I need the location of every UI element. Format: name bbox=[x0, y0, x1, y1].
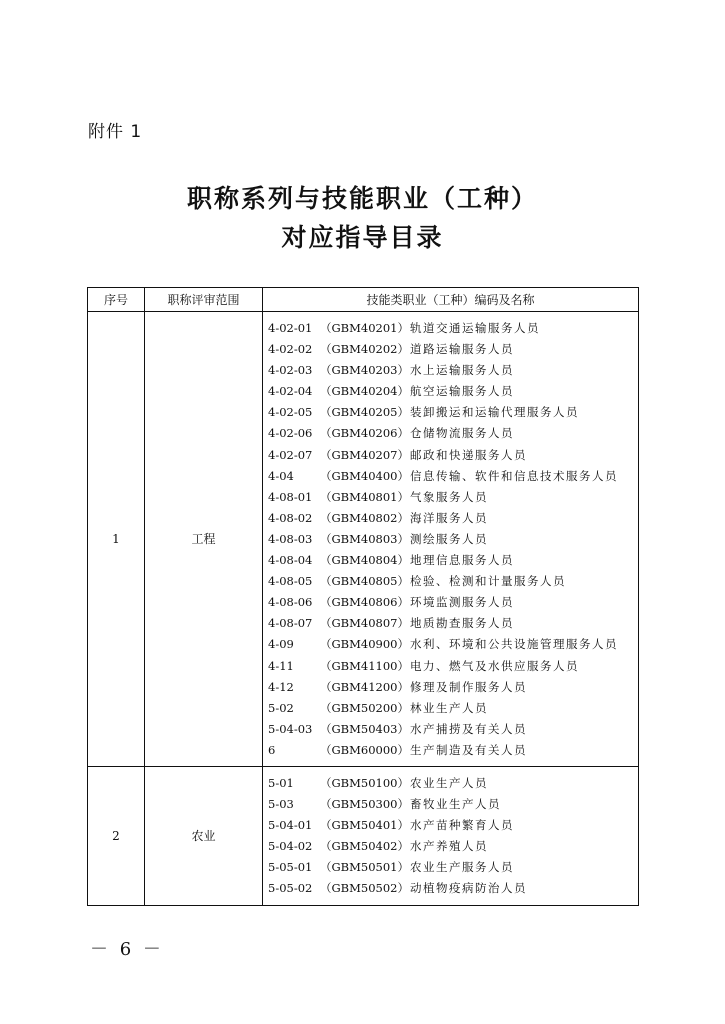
occupation-code: 4-04 bbox=[268, 468, 294, 483]
occupation-gbm-code: （GBM40802） bbox=[320, 510, 409, 525]
occupation-name: 地质勘查服务人员 bbox=[410, 616, 514, 631]
occupation-name: 农业生产服务人员 bbox=[410, 860, 514, 875]
occupation-code: 5-05-02 bbox=[268, 881, 313, 896]
occupation-gbm-code: （GBM40204） bbox=[320, 384, 409, 399]
occupation-code: 5-04-02 bbox=[268, 839, 313, 854]
occupation-code: 4-08-04 bbox=[268, 553, 313, 568]
occupation-name: 水产养殖人员 bbox=[410, 839, 488, 854]
occupation-gbm-code: （GBM40900） bbox=[320, 637, 409, 652]
occupation-gbm-code: （GBM40205） bbox=[320, 405, 409, 420]
occupation-item bbox=[268, 487, 638, 508]
occupation-item bbox=[268, 773, 638, 794]
occupation-code: 4-12 bbox=[268, 679, 294, 694]
occupation-code: 4-08-05 bbox=[268, 574, 313, 589]
occupation-gbm-code: （GBM60000） bbox=[320, 742, 409, 757]
occupation-name: 气象服务人员 bbox=[410, 489, 488, 504]
occupation-item bbox=[268, 656, 638, 677]
occupation-gbm-code: （GBM40206） bbox=[320, 426, 409, 441]
occupation-code: 4-08-07 bbox=[268, 616, 313, 631]
occupation-code: 6 bbox=[268, 742, 276, 757]
occupation-item bbox=[268, 318, 638, 339]
occupation-gbm-code: （GBM50200） bbox=[320, 700, 409, 715]
occupation-item bbox=[268, 634, 638, 655]
occupation-gbm-code: （GBM50502） bbox=[320, 881, 409, 896]
occupation-name: 电力、燃气及水供应服务人员 bbox=[410, 658, 579, 673]
occupation-code: 5-05-01 bbox=[268, 860, 313, 875]
occupation-gbm-code: （GBM40400） bbox=[320, 468, 409, 483]
occupation-code: 4-08-06 bbox=[268, 595, 313, 610]
occupation-code: 4-02-04 bbox=[268, 384, 313, 399]
document-title-line-2: 对应指导目录 bbox=[281, 223, 444, 252]
annex-label: 附件 1 bbox=[88, 122, 143, 142]
occupation-name: 仓储物流服务人员 bbox=[410, 426, 514, 441]
header-seq: 序号 bbox=[88, 288, 145, 312]
occupation-code: 5-04-01 bbox=[268, 818, 313, 833]
row-occupations bbox=[263, 312, 639, 767]
occupation-item bbox=[268, 550, 638, 571]
occupation-item bbox=[268, 857, 638, 878]
occupation-name: 动植物疫病防治人员 bbox=[410, 881, 527, 896]
occupation-gbm-code: （GBM50300） bbox=[320, 797, 409, 812]
occupation-gbm-code: （GBM50501） bbox=[320, 860, 409, 875]
occupation-name: 水产苗种繁育人员 bbox=[410, 818, 514, 833]
occupation-name: 水利、环境和公共设施管理服务人员 bbox=[410, 637, 618, 652]
occupation-name: 修理及制作服务人员 bbox=[410, 679, 527, 694]
table-row bbox=[88, 766, 639, 905]
occupation-item bbox=[268, 466, 638, 487]
occupation-name: 邮政和快递服务人员 bbox=[410, 447, 527, 462]
occupation-code: 4-02-05 bbox=[268, 405, 313, 420]
occupation-gbm-code: （GBM41200） bbox=[320, 679, 409, 694]
occupation-item bbox=[268, 613, 638, 634]
occupation-item bbox=[268, 402, 638, 423]
occupation-gbm-code: （GBM40805） bbox=[320, 574, 409, 589]
occupation-code: 5-02 bbox=[268, 700, 294, 715]
occupation-name: 林业生产人员 bbox=[410, 700, 488, 715]
occupation-gbm-code: （GBM40801） bbox=[320, 489, 409, 504]
occupation-item bbox=[268, 339, 638, 360]
table-body bbox=[88, 312, 639, 906]
occupation-name: 水产捕捞及有关人员 bbox=[410, 721, 527, 736]
occupation-gbm-code: （GBM50403） bbox=[320, 721, 409, 736]
occupation-code: 4-02-03 bbox=[268, 363, 313, 378]
table-row bbox=[88, 312, 639, 767]
occupation-name: 水上运输服务人员 bbox=[410, 363, 514, 378]
occupation-gbm-code: （GBM40803） bbox=[320, 531, 409, 546]
row-occupations bbox=[263, 766, 639, 905]
occupation-name: 海洋服务人员 bbox=[410, 510, 488, 525]
occupation-gbm-code: （GBM40207） bbox=[320, 447, 409, 462]
occupation-name: 畜牧业生产人员 bbox=[410, 797, 501, 812]
row-seq: 2 bbox=[88, 766, 145, 905]
occupation-gbm-code: （GBM50401） bbox=[320, 818, 409, 833]
occupation-name: 信息传输、软件和信息技术服务人员 bbox=[410, 468, 618, 483]
occupation-gbm-code: （GBM50100） bbox=[320, 775, 409, 790]
occupation-item bbox=[268, 381, 638, 402]
occupation-item bbox=[268, 794, 638, 815]
occupation-item bbox=[268, 677, 638, 698]
occupation-item bbox=[268, 529, 638, 550]
occupation-name: 轨道交通运输服务人员 bbox=[410, 321, 540, 335]
occupation-item bbox=[268, 508, 638, 529]
occupation-item bbox=[268, 815, 638, 836]
row-seq: 1 bbox=[88, 312, 145, 767]
occupation-name: 道路运输服务人员 bbox=[410, 342, 514, 357]
row-scope: 工程 bbox=[145, 312, 263, 767]
occupation-item bbox=[268, 571, 638, 592]
occupation-gbm-code: （GBM41100） bbox=[320, 658, 409, 673]
occupation-name: 环境监测服务人员 bbox=[410, 595, 514, 610]
occupation-code: 4-02-07 bbox=[268, 447, 313, 462]
occupation-code: 4-11 bbox=[268, 658, 294, 673]
occupation-code: 4-08-02 bbox=[268, 510, 313, 525]
occupation-item bbox=[268, 360, 638, 381]
occupation-item bbox=[268, 592, 638, 613]
occupation-gbm-code: （GBM40202） bbox=[320, 342, 409, 357]
occupation-gbm-code: （GBM50402） bbox=[320, 839, 409, 854]
occupation-item bbox=[268, 423, 638, 444]
occupation-item bbox=[268, 878, 638, 899]
occupation-name: 地理信息服务人员 bbox=[410, 553, 514, 568]
occupation-code: 5-01 bbox=[268, 775, 294, 790]
occupation-item bbox=[268, 719, 638, 740]
occupation-gbm-code: （GBM40807） bbox=[320, 616, 409, 631]
occupation-code: 4-08-01 bbox=[268, 489, 313, 504]
occupation-code: 4-02-01 bbox=[268, 321, 313, 335]
document-title-line-1: 职称系列与技能职业（工种） bbox=[186, 184, 538, 213]
occupation-gbm-code: （GBM40201） bbox=[320, 321, 409, 335]
row-scope: 农业 bbox=[145, 766, 263, 905]
occupation-item bbox=[268, 836, 638, 857]
header-scope: 职称评审范围 bbox=[145, 288, 263, 312]
occupation-code: 4-02-02 bbox=[268, 342, 313, 357]
occupation-code: 4-08-03 bbox=[268, 531, 313, 546]
occupation-code: 5-03 bbox=[268, 797, 294, 812]
occupation-item bbox=[268, 445, 638, 466]
occupation-code: 5-04-03 bbox=[268, 721, 313, 736]
occupation-name: 装卸搬运和运输代理服务人员 bbox=[410, 405, 579, 420]
occupation-name: 航空运输服务人员 bbox=[410, 384, 514, 399]
occupation-gbm-code: （GBM40203） bbox=[320, 363, 409, 378]
occupation-name: 测绘服务人员 bbox=[410, 531, 488, 546]
occupation-code: 4-09 bbox=[268, 637, 294, 652]
occupation-name: 检验、检测和计量服务人员 bbox=[410, 574, 566, 589]
table-header-row bbox=[88, 288, 639, 312]
occupation-gbm-code: （GBM40806） bbox=[320, 595, 409, 610]
occupation-gbm-code: （GBM40804） bbox=[320, 553, 409, 568]
occupation-code: 4-02-06 bbox=[268, 426, 313, 441]
occupation-item bbox=[268, 740, 638, 761]
page-number: － 6 － bbox=[90, 939, 164, 960]
occupation-name: 生产制造及有关人员 bbox=[410, 742, 527, 757]
header-occupation: 技能类职业（工种）编码及名称 bbox=[263, 288, 639, 312]
occupation-catalog-table bbox=[87, 287, 639, 906]
occupation-name: 农业生产人员 bbox=[410, 775, 488, 790]
occupation-item bbox=[268, 698, 638, 719]
